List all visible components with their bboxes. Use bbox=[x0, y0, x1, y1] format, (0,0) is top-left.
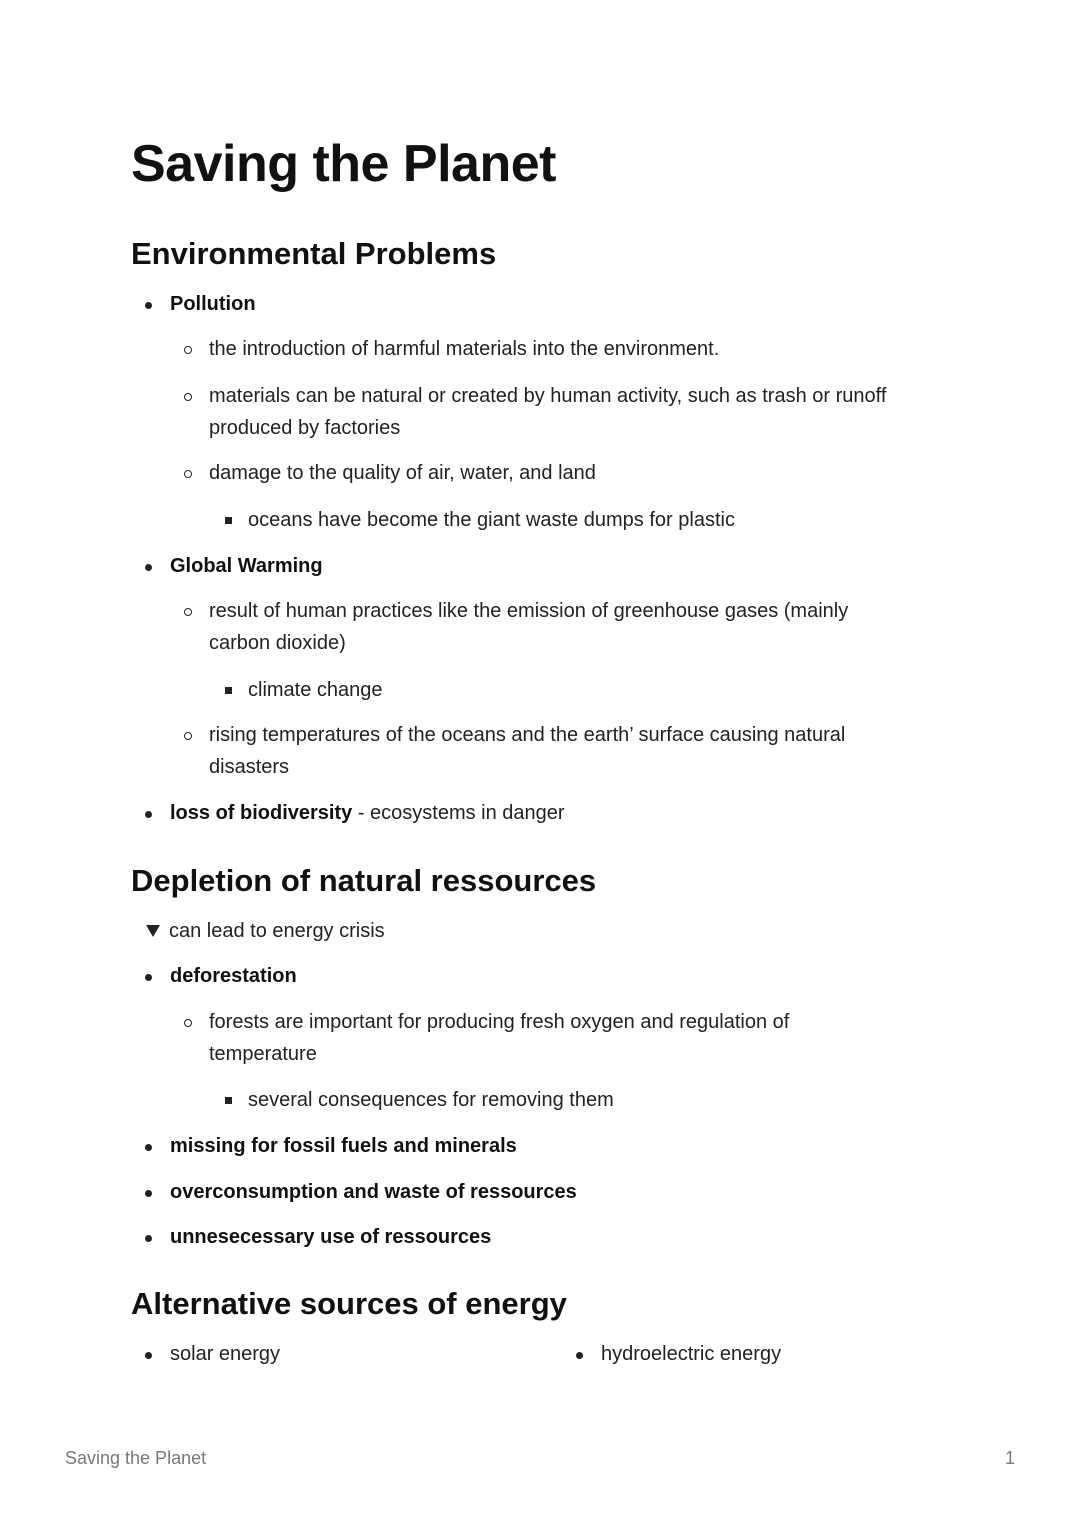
item-fossil-fuels: missing for fossil fuels and minerals bbox=[170, 1135, 517, 1157]
bullet-icon bbox=[145, 1144, 152, 1151]
toggle-label: can lead to energy crisis bbox=[169, 920, 385, 942]
circle-bullet-icon bbox=[184, 608, 192, 616]
bullet-icon bbox=[145, 564, 152, 571]
square-bullet-icon bbox=[225, 687, 232, 694]
bullet-icon bbox=[576, 1352, 583, 1359]
item-overconsumption: overconsumption and waste of ressources bbox=[170, 1181, 577, 1203]
deforestation-consequences: several consequences for removing them bbox=[248, 1089, 614, 1111]
bullet-icon bbox=[145, 302, 152, 309]
square-bullet-icon bbox=[225, 517, 232, 524]
pollution-materials: materials can be natural or created by human activity, such as trash or runoff produced by factories bbox=[209, 385, 887, 439]
circle-bullet-icon bbox=[184, 1019, 192, 1027]
pollution-damage: damage to the quality of air, water, and land bbox=[209, 462, 596, 484]
warming-cause: result of human practices like the emission of greenhouse gases (mainly carbon dioxide) bbox=[209, 600, 849, 654]
heading-environmental-problems: Environmental Problems bbox=[131, 236, 497, 271]
bullet-icon bbox=[145, 1235, 152, 1242]
item-biodiversity: loss of biodiversity - ecosystems in danger bbox=[170, 802, 565, 824]
pollution-definition: the introduction of harmful materials into the environment. bbox=[209, 338, 720, 360]
triangle-down-icon[interactable] bbox=[146, 925, 160, 937]
item-deforestation: deforestation bbox=[170, 965, 297, 987]
item-solar-energy: solar energy bbox=[170, 1343, 281, 1365]
bullet-icon bbox=[145, 974, 152, 981]
heading-depletion: Depletion of natural ressources bbox=[131, 863, 597, 898]
bullet-icon bbox=[145, 811, 152, 818]
pollution-oceans: oceans have become the giant waste dumps for plastic bbox=[248, 509, 735, 531]
item-pollution: Pollution bbox=[170, 293, 256, 315]
circle-bullet-icon bbox=[184, 732, 192, 740]
bullet-icon bbox=[145, 1352, 152, 1359]
footer-title: Saving the Planet bbox=[65, 1448, 207, 1468]
heading-alternative-energy: Alternative sources of energy bbox=[131, 1286, 567, 1321]
circle-bullet-icon bbox=[184, 393, 192, 401]
circle-bullet-icon bbox=[184, 346, 192, 354]
warming-climate-change: climate change bbox=[248, 679, 383, 701]
page-number: 1 bbox=[1004, 1448, 1015, 1468]
item-hydroelectric-energy: hydroelectric energy bbox=[601, 1343, 782, 1365]
page-title: Saving the Planet bbox=[131, 135, 556, 193]
square-bullet-icon bbox=[225, 1097, 232, 1104]
warming-temperatures: rising temperatures of the oceans and the earth’ surface causing natural disasters bbox=[209, 724, 846, 778]
deforestation-forests: forests are important for producing fresh oxygen and regulation of temperature bbox=[209, 1011, 790, 1065]
circle-bullet-icon bbox=[184, 470, 192, 478]
bullet-icon bbox=[145, 1190, 152, 1197]
item-global-warming: Global Warming bbox=[170, 555, 323, 577]
item-unnecessary-use: unnesecessary use of ressources bbox=[170, 1226, 492, 1248]
